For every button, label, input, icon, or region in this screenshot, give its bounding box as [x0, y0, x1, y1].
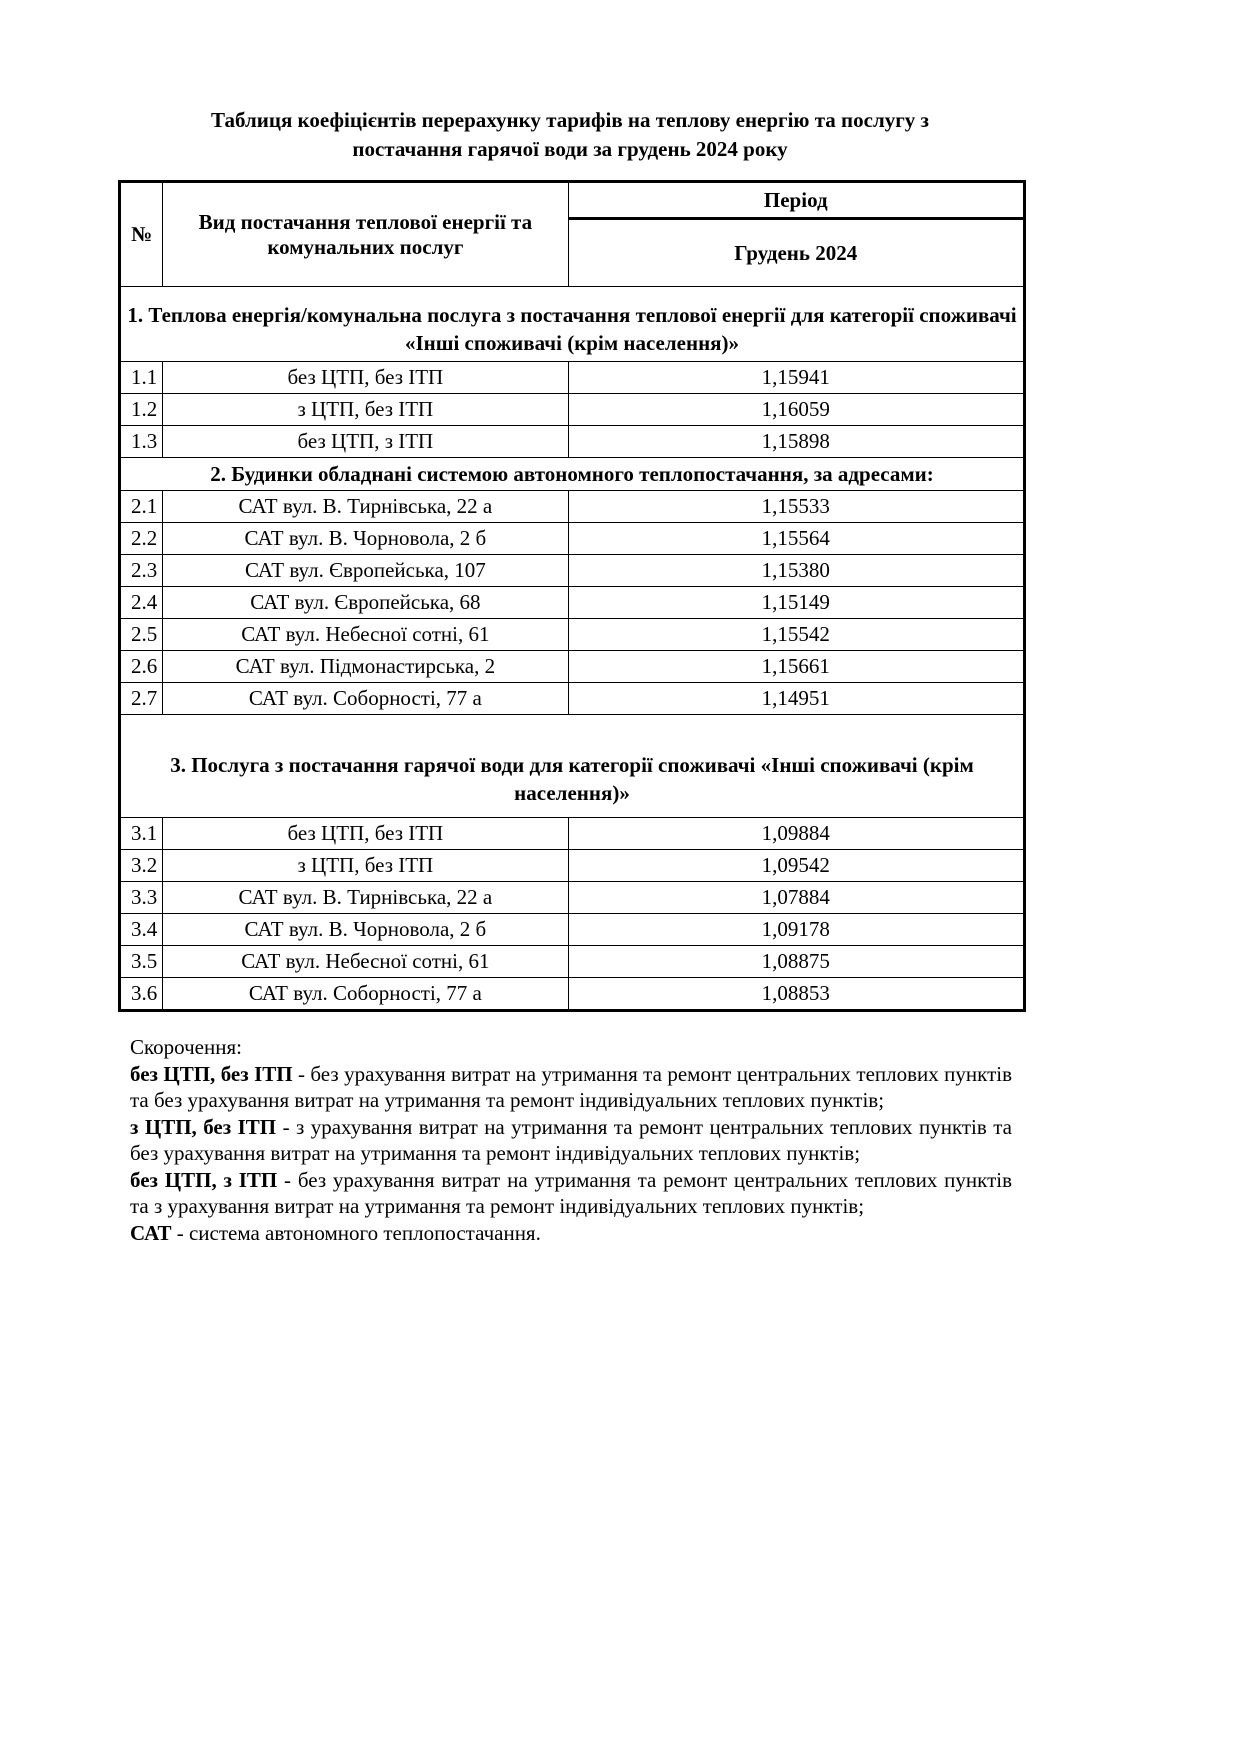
row-value: 1,14951 — [568, 683, 1024, 715]
table-row — [120, 587, 1025, 619]
row-num: 3.1 — [120, 818, 163, 850]
row-num: 3.2 — [120, 850, 163, 882]
section-title: 1. Теплова енергія/комунальна послуга з постачання теплової енергії для категорії споживачі «Інші споживачі (крім населення)» — [120, 287, 1025, 362]
row-name: САТ вул. Європейська, 68 — [163, 587, 568, 619]
table-row — [120, 426, 1025, 458]
row-name: САТ вул. Підмонастирська, 2 — [163, 651, 568, 683]
note-term: без ЦТП, з ІТП — [130, 1167, 278, 1192]
row-value: 1,09178 — [568, 914, 1024, 946]
header-num: № — [120, 182, 163, 287]
row-num: 1.3 — [120, 426, 163, 458]
table-row — [120, 850, 1025, 882]
row-value: 1,09884 — [568, 818, 1024, 850]
row-value: 1,15149 — [568, 587, 1024, 619]
table-row — [120, 491, 1025, 523]
row-num: 3.6 — [120, 978, 163, 1011]
row-name: з ЦТП, без ІТП — [163, 394, 568, 426]
note-text: - без урахування витрат на утримання та ремонт центральних теплових пунктів та з урахування витрат на утримання та ремонт індивідуальних теплових пунктів; — [130, 1167, 1012, 1218]
row-value: 1,08875 — [568, 946, 1024, 978]
note-term: без ЦТП, без ІТП — [130, 1061, 293, 1086]
row-num: 1.2 — [120, 394, 163, 426]
row-name: САТ вул. В. Тирнівська, 22 а — [163, 491, 568, 523]
table-row — [120, 882, 1025, 914]
row-value: 1,15564 — [568, 523, 1024, 555]
title-line-1: Таблиця коефіцієнтів перерахунку тарифів на теплову енергію та послугу з — [211, 108, 929, 132]
row-num: 3.4 — [120, 914, 163, 946]
note-term: САТ — [130, 1220, 172, 1245]
row-num: 2.3 — [120, 555, 163, 587]
table-row — [120, 978, 1025, 1011]
header-period: Період — [568, 182, 1024, 219]
row-name: без ЦТП, з ІТП — [163, 426, 568, 458]
table-row — [120, 362, 1025, 394]
row-num: 2.5 — [120, 619, 163, 651]
row-value: 1,15898 — [568, 426, 1024, 458]
table-row — [120, 818, 1025, 850]
note-item — [130, 1167, 1012, 1220]
section-row — [120, 287, 1025, 362]
row-name: САТ вул. Соборності, 77 а — [163, 978, 568, 1011]
row-value: 1,08853 — [568, 978, 1024, 1011]
section-row — [120, 458, 1025, 491]
row-num: 2.7 — [120, 683, 163, 715]
row-value: 1,15941 — [568, 362, 1024, 394]
section-title: 3. Послуга з постачання гарячої води для категорії споживачі «Інші споживачі (крім населення)» — [120, 715, 1025, 818]
title-line-2: постачання гарячої води за грудень 2024 року — [352, 137, 788, 161]
header-month: Грудень 2024 — [568, 219, 1024, 287]
table-row — [120, 651, 1025, 683]
abbreviations-notes — [130, 1034, 1012, 1246]
row-name: з ЦТП, без ІТП — [163, 850, 568, 882]
row-name: без ЦТП, без ІТП — [163, 818, 568, 850]
table-row — [120, 619, 1025, 651]
row-name: без ЦТП, без ІТП — [163, 362, 568, 394]
note-text: - без урахування витрат на утримання та ремонт центральних теплових пунктів та без урахування витрат на утримання та ремонт індивідуальних теплових пунктів; — [130, 1061, 1013, 1112]
row-num: 2.2 — [120, 523, 163, 555]
row-num: 1.1 — [120, 362, 163, 394]
row-name: САТ вул. Небесної сотні, 61 — [163, 946, 568, 978]
row-name: САТ вул. Соборності, 77 а — [163, 683, 568, 715]
table-row — [120, 523, 1025, 555]
row-name: САТ вул. В. Чорновола, 2 б — [163, 914, 568, 946]
section-title: 2. Будинки обладнані системою автономного теплопостачання, за адресами: — [120, 458, 1025, 491]
header-name: Вид постачання теплової енергії та комунальних послуг — [163, 182, 568, 287]
note-item — [130, 1220, 1012, 1247]
note-term: з ЦТП, без ІТП — [130, 1114, 277, 1139]
note-text: - система автономного теплопостачання. — [171, 1220, 541, 1245]
notes-heading: Скорочення: — [130, 1035, 242, 1059]
row-num: 2.4 — [120, 587, 163, 619]
row-num: 3.5 — [120, 946, 163, 978]
row-name: САТ вул. В. Чорновола, 2 б — [163, 523, 568, 555]
row-name: САТ вул. Європейська, 107 — [163, 555, 568, 587]
row-name: САТ вул. Небесної сотні, 61 — [163, 619, 568, 651]
document-title — [150, 106, 990, 164]
table-row — [120, 946, 1025, 978]
row-value: 1,15542 — [568, 619, 1024, 651]
row-value: 1,15380 — [568, 555, 1024, 587]
section-row — [120, 715, 1025, 818]
row-value: 1,07884 — [568, 882, 1024, 914]
row-num: 2.6 — [120, 651, 163, 683]
row-num: 3.3 — [120, 882, 163, 914]
table-row — [120, 914, 1025, 946]
note-item — [130, 1114, 1012, 1167]
coefficients-table — [118, 180, 1026, 1012]
table-row — [120, 394, 1025, 426]
row-value: 1,16059 — [568, 394, 1024, 426]
note-text: - з урахування витрат на утримання та ремонт центральних теплових пунктів та без урахування витрат на утримання та ремонт індивідуальних теплових пунктів; — [130, 1114, 1012, 1165]
note-item — [130, 1061, 1012, 1114]
row-value: 1,15661 — [568, 651, 1024, 683]
row-value: 1,09542 — [568, 850, 1024, 882]
table-row — [120, 555, 1025, 587]
row-value: 1,15533 — [568, 491, 1024, 523]
row-num: 2.1 — [120, 491, 163, 523]
table-row — [120, 683, 1025, 715]
row-name: САТ вул. В. Тирнівська, 22 а — [163, 882, 568, 914]
